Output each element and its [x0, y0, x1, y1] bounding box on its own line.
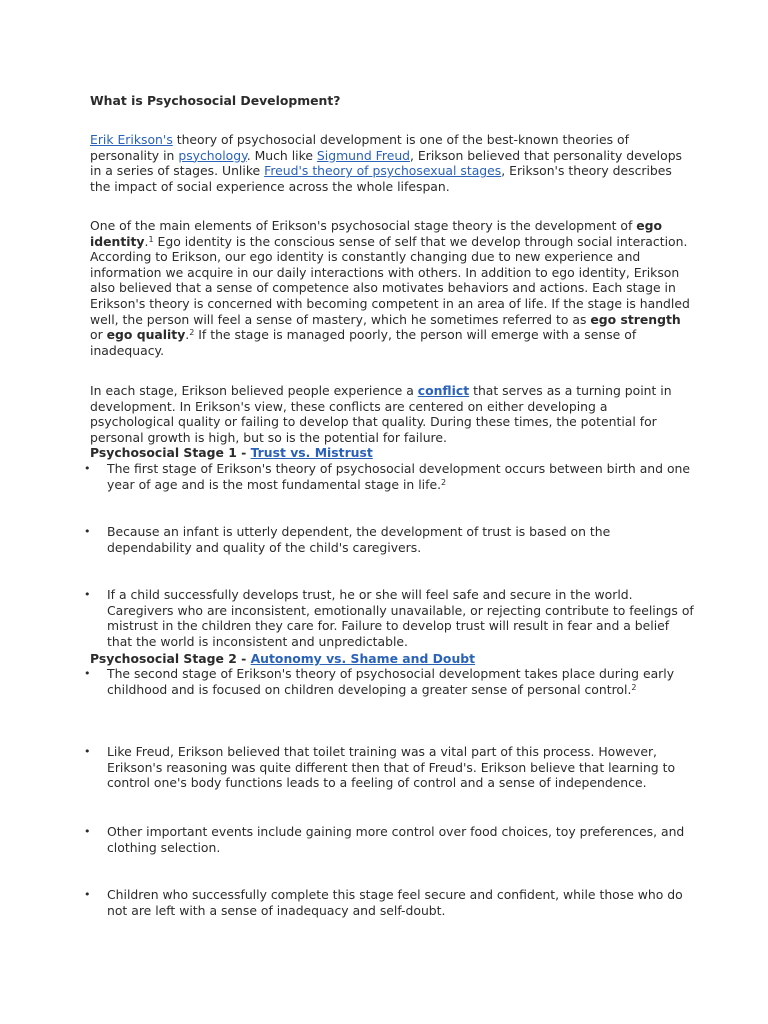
link-psychosexual-stages[interactable]: Freud's theory of psychosexual stages: [264, 163, 502, 179]
list-item: • If a child successfully develops trust, he or she will feel safe and secure in the world. Caregivers who are inconsistent, emotionally unavailable, or rejecting contribute to feelings of mistrust in the children they care for. Failure to develop trust will result in fear and a belief that the world is inconsistent and unpredictable.: [84, 587, 694, 649]
bullet-icon: •: [84, 525, 91, 538]
link-trust-vs-mistrust[interactable]: Trust vs. Mistrust: [250, 445, 373, 460]
bullet-icon: •: [84, 825, 91, 838]
bullet-icon: •: [84, 667, 91, 680]
intro-paragraph: Erik Erikson's theory of psychosocial development is one of the best-known theories of personality in psychology. Much like Sigmund Freud, Erikson believed that personality develops in a series of stages. Unlike Freud's theory of psychosexual stages, Erikson's theory describes the impact of social experience across the whole lifespan.: [90, 132, 683, 194]
bullet-icon: •: [84, 588, 91, 601]
list-item: • Like Freud, Erikson believed that toilet training was a vital part of this process. However, Erikson's reasoning was quite different then that of Freud's. Erikson believe that learning to control one's body functions leads to a feeling of control and a sense of independence.: [84, 744, 676, 791]
bullet-icon: •: [84, 462, 91, 475]
list-item: • Other important events include gaining more control over food choices, toy preferences, and clothing selection.: [84, 824, 685, 855]
list-item: • Because an infant is utterly dependent, the development of trust is based on the dependability and quality of the child's caregivers.: [84, 524, 611, 555]
link-erik-erikson[interactable]: Erik Erikson's: [90, 132, 173, 147]
link-autonomy-vs-shame[interactable]: Autonomy vs. Shame and Doubt: [250, 651, 476, 666]
page-title: What is Psychosocial Development?: [90, 93, 341, 108]
bullet-icon: •: [84, 888, 91, 901]
list-item: • The second stage of Erikson's theory of psychosocial development takes place during early childhood and is focused on children developing a greater sense of personal control.$^2$: [84, 666, 675, 697]
stage-1-heading: Psychosocial Stage 1 - Trust vs. Mistrust: [90, 445, 373, 460]
bullet-icon: •: [84, 745, 91, 758]
link-sigmund-freud[interactable]: Sigmund Freud: [316, 147, 411, 163]
list-item: • The first stage of Erikson's theory of psychosocial development occurs between birth and one year of age and is the most fundamental stage in life.$^2$: [84, 461, 691, 492]
conflict-paragraph: In each stage, Erikson believed people experience a conflict that serves as a turning point in development. In Erikson's view, these conflicts are centered on either developing a psychological quality or failing to develop that quality. During these times, the potential for personal growth is high, but so is the potential for failure.: [90, 383, 672, 445]
link-conflict[interactable]: conflict: [417, 383, 470, 398]
stage-2-heading: Psychosocial Stage 2 - Autonomy vs. Shame and Doubt: [90, 651, 476, 666]
link-psychology[interactable]: psychology: [178, 147, 247, 163]
ego-identity-paragraph: One of the main elements of Erikson's psychosocial stage theory is the development of ego identity.$^1$ Ego identity is the conscious sense of self that we develop through social interaction. According to Erikson, our ego identity is constantly changing due to new experience and information we acquire in our daily interactions with others. In addition to ego identity, Erikson also believed that a sense of competence also motivates behaviors and actions. Each stage in Erikson's theory is concerned with becoming competent in an area of life. If the stage is handled well, the person will feel a sense of mastery, which he sometimes referred to as ego strength or ego quality.$^2$ If the stage is managed poorly, the person will emerge with a sense of inadequacy.: [90, 218, 690, 358]
list-item: • Children who successfully complete this stage feel secure and confident, while those who do not are left with a sense of inadequacy and self-doubt.: [84, 887, 683, 918]
